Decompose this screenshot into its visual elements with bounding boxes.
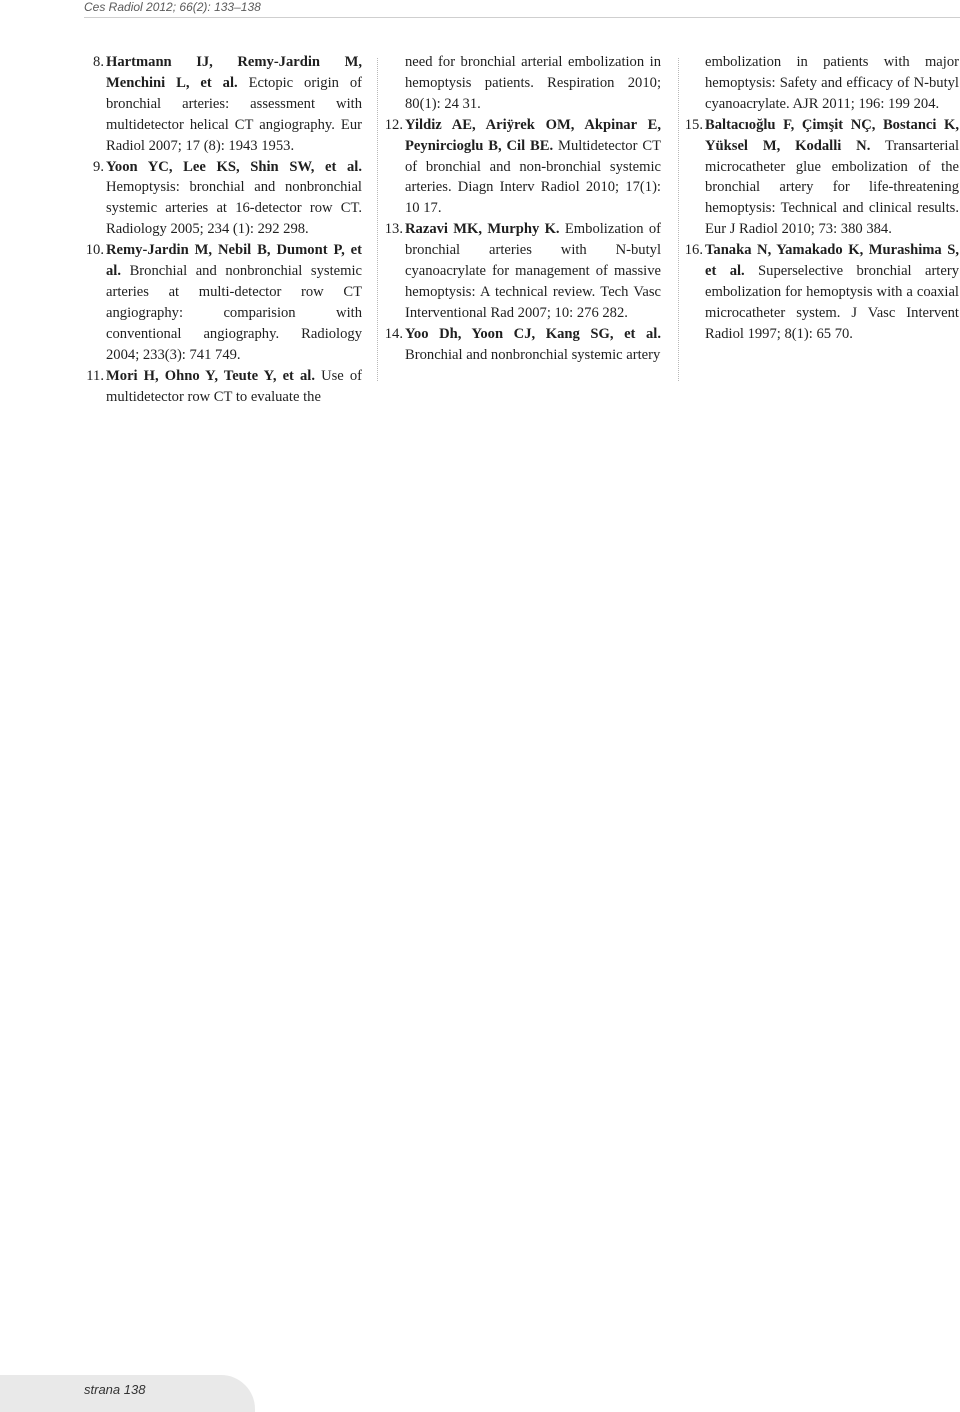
reference-item bbox=[84, 52, 362, 157]
reference-column-3 bbox=[683, 52, 959, 345]
reference-authors: Remy-Jardin M, Nebil B, Dumont P, et al. bbox=[106, 242, 362, 280]
reference-continuation: embolization in patients with major hemoptysis: Safety and efficacy of N-butyl cyanoacrylate. AJR 2011; 196: 199 204. bbox=[705, 54, 959, 112]
column-divider bbox=[678, 58, 679, 381]
reference-text: Superselective bronchial artery embolization for hemoptysis with a coaxial microcatheter system. J Vasc Intervent Radiol 1997; 8(1): 65 70. bbox=[705, 263, 959, 342]
reference-item bbox=[84, 240, 362, 365]
reference-authors: Mori H, Ohno Y, Teute Y, et al. bbox=[106, 367, 315, 384]
reference-number: 12. bbox=[384, 116, 403, 133]
reference-number: 15. bbox=[684, 116, 703, 133]
reference-text: Ectopic origin of bronchial arteries: assessment with multidetector helical CT angiography. Eur Radiol 2007; 17 (8): 1943 1953. bbox=[106, 74, 362, 154]
reference-authors: Yoon YC, Lee KS, Shin SW, et al. bbox=[106, 158, 362, 175]
page-footer-tab bbox=[0, 1375, 255, 1412]
reference-number: 8. bbox=[93, 54, 104, 70]
reference-number: 13. bbox=[384, 221, 403, 238]
running-head bbox=[84, 0, 960, 18]
reference-number: 14. bbox=[384, 325, 403, 342]
reference-item bbox=[383, 324, 661, 366]
reference-number: 9. bbox=[93, 158, 104, 175]
reference-authors: Hartmann IJ, Remy-Jardin M, Menchini L, et al. bbox=[106, 54, 362, 91]
reference-number: 11. bbox=[86, 367, 104, 384]
reference-text: Bronchial and nonbronchial systemic artery bbox=[405, 346, 661, 363]
reference-authors: Yoo Dh, Yoon CJ, Kang SG, et al. bbox=[405, 325, 661, 342]
reference-item bbox=[383, 219, 661, 324]
reference-item bbox=[84, 157, 362, 241]
reference-authors: Baltacıoğlu F, Çimşit NÇ, Bostanci K, Yüksel M, Kodalli N. bbox=[705, 116, 959, 154]
reference-number: 16. bbox=[684, 242, 703, 259]
reference-item bbox=[683, 240, 959, 345]
reference-authors: Razavi MK, Murphy K. bbox=[405, 221, 560, 238]
reference-text: Bronchial and nonbronchial systemic arteries at multi-detector row CT angiography: comparision with conventional angiography. Radiology 2004; 233(3): 741 749. bbox=[106, 263, 362, 363]
reference-text: Multidetector CT of bronchial and non-bronchial systemic arteries. Diagn Interv Radiol 2010; 17(1): 10 17. bbox=[405, 137, 661, 217]
reference-column-1 bbox=[84, 52, 362, 407]
reference-column-2 bbox=[383, 52, 661, 366]
reference-item bbox=[383, 115, 661, 220]
reference-authors: Tanaka N, Yamakado K, Murashima S, et al. bbox=[705, 242, 959, 280]
reference-number: 10. bbox=[85, 242, 104, 259]
reference-text: Embolization of bronchial arteries with N-butyl cyanoacrylate for management of massive hemoptysis: A technical review. Tech Vasc Interventional Rad 2007; 10: 276 282. bbox=[405, 221, 661, 321]
column-divider bbox=[377, 58, 378, 381]
reference-continuation: need for bronchial arterial embolization in hemoptysis patients. Respiration 2010; 80(1): 24 31. bbox=[405, 54, 661, 112]
page-number: strana 138 bbox=[84, 1382, 146, 1397]
reference-item bbox=[683, 115, 959, 240]
reference-item bbox=[84, 366, 362, 408]
reference-text: Hemoptysis: bronchial and nonbronchial systemic arteries at 16-detector row CT. Radiology 2005; 234 (1): 292 298. bbox=[106, 179, 362, 238]
running-head-text: Ces Radiol 2012; 66(2): 133–138 bbox=[84, 0, 261, 14]
reference-text: Transarterial microcatheter glue embolization of the bronchial artery for life-threatening hemoptysis: Technical and clinical results. Eur J Radiol 2010; 73: 380 384. bbox=[705, 137, 959, 238]
reference-authors: Yildiz AE, Ariÿrek OM, Akpinar E, Peynircioglu B, Cil BE. bbox=[405, 116, 661, 154]
reference-text: Use of multidetector row CT to evaluate the bbox=[106, 367, 362, 405]
